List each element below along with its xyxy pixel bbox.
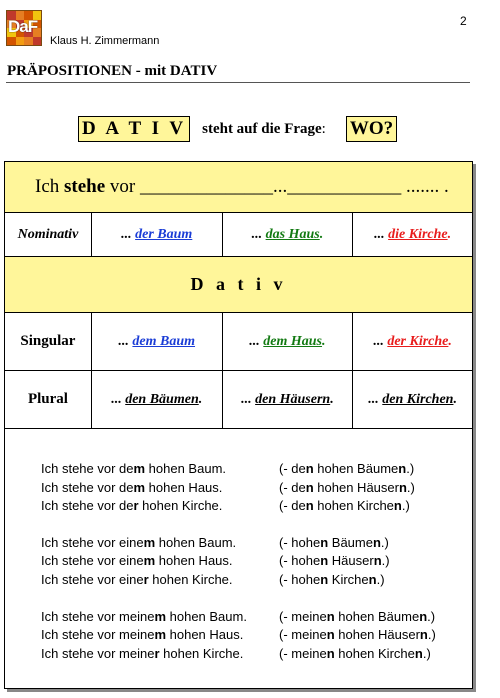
question-colon: : [321, 120, 326, 137]
case-ending: n [320, 571, 329, 587]
author-name: Klaus H. Zimmermann [50, 35, 160, 47]
example-line [41, 497, 471, 516]
example-line [41, 608, 471, 627]
plural-neuter [222, 371, 353, 429]
text-segment: Ich stehe vor eine [41, 534, 144, 550]
case-ending: m [154, 608, 167, 624]
case-ending: n [398, 479, 407, 495]
nominativ-neuter [222, 213, 353, 257]
grammar-box [4, 161, 473, 689]
noun-form: den Bäumen [125, 391, 199, 407]
period: . [453, 391, 457, 407]
text-segment: Ich stehe vor de [41, 461, 134, 476]
row-label-singular: Singular [5, 313, 92, 371]
text-segment: Bäume [328, 534, 373, 550]
text-segment: hohen Haus. [155, 553, 233, 569]
logo-text: DaF [8, 17, 38, 36]
dots: ... [121, 226, 136, 242]
case-ending: m [133, 461, 146, 476]
example-line [41, 645, 471, 664]
text-segment: hohen Baum. [145, 461, 227, 476]
case-ending: n [320, 534, 329, 550]
text-segment: .) [406, 479, 415, 495]
example-sentence [41, 626, 279, 645]
example-sentence [41, 608, 279, 627]
example-sentence [41, 571, 279, 590]
text-segment: hohen Häuser [334, 627, 420, 643]
text-segment: .) [422, 645, 431, 661]
example-sentence [41, 552, 279, 571]
noun-form: die Kirche [388, 226, 448, 242]
dativ-badge: D A T I V [78, 116, 190, 142]
example-plural [279, 552, 471, 571]
case-ending: n [305, 498, 314, 514]
text-segment: hohen Kirche. [148, 571, 233, 587]
row-label-plural: Plural [5, 371, 92, 429]
example-line [41, 571, 471, 590]
text-segment: Ich stehe vor meine [41, 608, 155, 624]
case-ending: n [372, 534, 381, 550]
text-segment: (- meine [279, 608, 327, 624]
example-plural [279, 645, 471, 664]
case-ending: n [419, 608, 428, 624]
singular-feminine [353, 313, 473, 371]
dots: ... [368, 391, 383, 407]
text-segment: Ich stehe vor de [41, 498, 134, 514]
case-ending: n [414, 645, 423, 661]
noun-form: der Kirche [387, 333, 449, 349]
nominativ-masculine [91, 213, 222, 257]
text-segment: .) [406, 461, 415, 476]
text-segment: hohen Baum. [166, 608, 247, 624]
case-ending: m [133, 479, 146, 495]
case-ending: n [305, 479, 314, 495]
case-ending: r [154, 645, 160, 661]
noun-form: den Häusern [255, 391, 331, 407]
case-ending: n [326, 608, 335, 624]
example-sentences [41, 460, 471, 681]
example-sentence [41, 497, 279, 516]
text-segment: (- hohe [279, 553, 321, 569]
noun-form: den Kirchen [382, 391, 454, 407]
example-line [41, 479, 471, 498]
noun-form: dem Haus [263, 333, 323, 349]
pattern-rest: vor ______________...____________ ....... . [105, 176, 449, 197]
text-segment: (- hohe [279, 534, 321, 550]
declension-table [4, 161, 473, 429]
question-line [78, 116, 397, 142]
text-segment: .) [381, 553, 390, 569]
text-segment: (- meine [279, 627, 327, 643]
text-segment: .) [427, 627, 436, 643]
noun-form: dem Baum [132, 333, 196, 349]
text-segment: hohen Bäume [334, 608, 420, 624]
text-segment: Ich stehe vor eine [41, 571, 144, 587]
text-segment: hohen Kirche [334, 645, 415, 661]
example-line [41, 534, 471, 553]
dots: ... [251, 226, 266, 242]
dots: ... [249, 333, 264, 349]
wo-badge: WO? [346, 116, 397, 142]
title-divider [6, 82, 470, 83]
dots: ... [111, 391, 126, 407]
case-ending: r [143, 571, 149, 587]
example-sentence [41, 479, 279, 498]
case-ending: r [133, 498, 139, 514]
nominativ-feminine [353, 213, 473, 257]
row-label-nominativ: Nominativ [5, 213, 92, 257]
example-sentence [41, 534, 279, 553]
question-text-main: steht auf die Frage [202, 120, 322, 137]
example-plural [279, 534, 471, 553]
dots: ... [241, 391, 256, 407]
text-segment: .) [427, 608, 436, 624]
example-plural [279, 479, 471, 498]
example-line [41, 460, 471, 479]
text-segment: (- hohe [279, 571, 321, 587]
noun-form: der Baum [135, 226, 193, 242]
text-segment: .) [376, 571, 385, 587]
pattern-verb: stehe [64, 176, 106, 197]
dots: ... [118, 333, 133, 349]
text-segment: (- de [279, 498, 306, 514]
example-plural [279, 626, 471, 645]
text-segment: (- de [279, 461, 306, 476]
example-line [41, 626, 471, 645]
example-line [41, 552, 471, 571]
case-ending: n [393, 498, 402, 514]
example-sentence [41, 645, 279, 664]
example-plural [279, 571, 471, 590]
text-segment: (- meine [279, 645, 327, 661]
period: . [447, 226, 452, 242]
case-ending: n [398, 461, 407, 476]
case-ending: n [320, 553, 329, 569]
example-group [41, 608, 471, 664]
example-plural [279, 497, 471, 516]
text-segment: hohen Haus. [145, 479, 223, 495]
example-group [41, 534, 471, 590]
case-ending: m [143, 553, 156, 569]
case-ending: m [154, 627, 167, 643]
question-text [202, 121, 326, 138]
case-ending: n [373, 553, 382, 569]
case-ending: n [305, 461, 314, 476]
singular-neuter [222, 313, 353, 371]
text-segment: Ich stehe vor meine [41, 627, 155, 643]
text-segment: Ich stehe vor de [41, 479, 134, 495]
example-plural [279, 460, 471, 479]
dots: ... [373, 333, 388, 349]
text-segment: hohen Häuser [313, 479, 399, 495]
plural-feminine [353, 371, 473, 429]
example-sentence [41, 460, 279, 479]
case-ending: n [326, 645, 335, 661]
example-group [41, 460, 471, 516]
period: . [448, 333, 452, 349]
text-segment: Häuser [328, 553, 374, 569]
text-segment: Ich stehe vor meine [41, 645, 155, 661]
text-segment: hohen Haus. [166, 627, 244, 643]
dativ-section-title: D a t i v [5, 257, 473, 313]
period: . [322, 333, 326, 349]
text-segment: (- de [279, 479, 306, 495]
case-ending: n [326, 627, 335, 643]
page-title: PRÄPOSITIONEN - mit DATIV [7, 63, 218, 79]
singular-masculine [91, 313, 222, 371]
text-segment: hohen Baum. [155, 534, 237, 550]
period: . [330, 391, 334, 407]
question-pattern [5, 162, 473, 213]
text-segment: Kirche [328, 571, 369, 587]
dots: ... [374, 226, 389, 242]
case-ending: n [419, 627, 428, 643]
example-plural [279, 608, 471, 627]
plural-masculine [91, 371, 222, 429]
noun-form: das Haus [265, 226, 320, 242]
period: . [319, 226, 324, 242]
page-number: 2 [460, 14, 467, 28]
text-segment: hohen Kirche. [159, 645, 244, 661]
text-segment: hohen Kirche [313, 498, 394, 514]
pattern-pre: Ich [35, 176, 65, 197]
text-segment: .) [380, 534, 389, 550]
text-segment: hohen Kirche. [138, 498, 223, 514]
text-segment: Ich stehe vor eine [41, 553, 144, 569]
period: . [198, 391, 203, 407]
text-segment: .) [401, 498, 410, 514]
case-ending: m [143, 534, 156, 550]
case-ending: n [368, 571, 377, 587]
text-segment: hohen Bäume [313, 461, 399, 476]
